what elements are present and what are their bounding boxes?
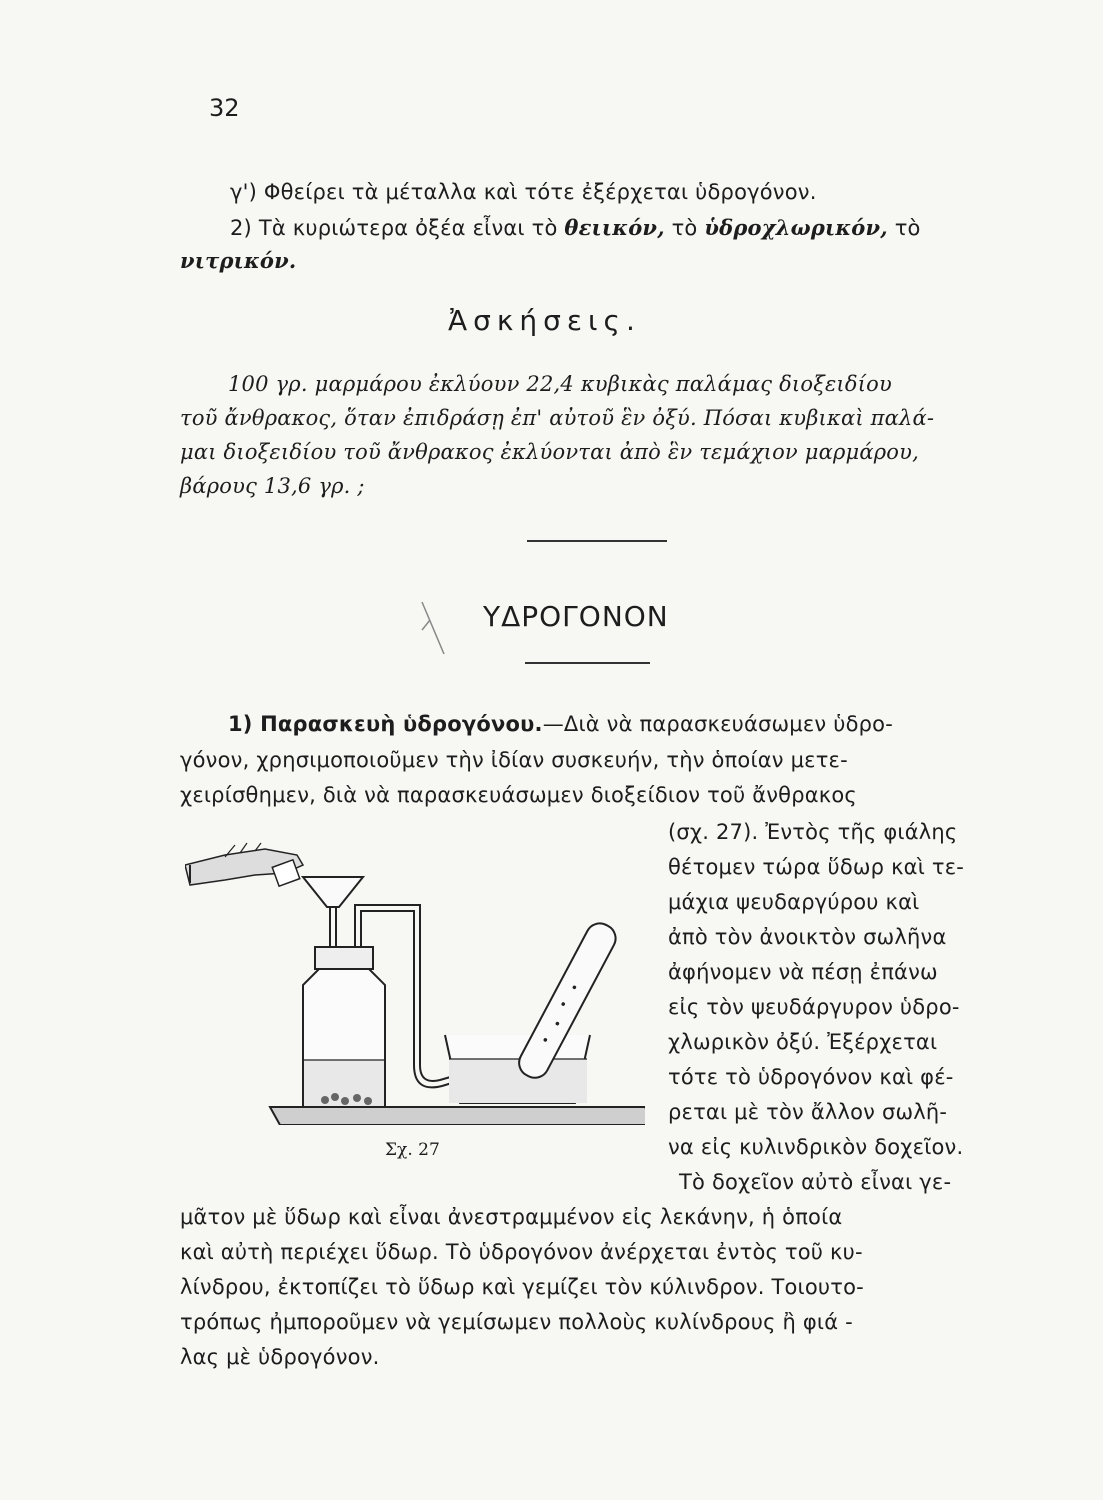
side-line-9: ρεται μὲ τὸν ἄλλον σωλῆ- [668,1100,948,1124]
exercises-heading: Ἀσκήσεις. [448,304,641,337]
section-title: ΥΔΡΟΓΟΝΟΝ [483,600,669,633]
side-line-10: να εἰς κυλινδρικὸν δοχεῖον. [668,1135,964,1159]
side-line-2: θέτομεν τώρα ὕδωρ καὶ τε- [668,855,965,879]
bottom-line-3: λίνδρου, ἐκτοπίζει τὸ ὕδωρ καὶ γεμίζει τὸν κύλινδρον. Τοιουτο- [180,1275,864,1299]
bottle-icon [303,947,385,1107]
side-line-6: εἰς τὸν ψευδάργυρον ὑδρο- [668,995,960,1019]
trough-icon [445,1035,590,1103]
apparatus-illustration [185,835,645,1125]
exercise-line-1: 100 γρ. μαρμάρου ἐκλύουν 22,4 κυβικὰς παλάμας διοξειδίου [228,372,892,396]
side-line-5: ἀφήνομεν νὰ πέσῃ ἐπάνω [668,960,938,984]
page-number: 32 [209,94,240,122]
body-line-1: 1) Παρασκευὴ ὑδρογόνου.—Διὰ νὰ παρασκευάσωμεν ὑδρο- [228,712,893,736]
base-plate [270,1107,645,1125]
bottom-line-5: λας μὲ ὑδρογόνον. [180,1345,380,1369]
intro-line-1: γ') Φθείρει τὰ μέταλλα καὶ τότε ἐξέρχεται ὑδρογόνον. [230,180,817,204]
figure-caption: Σχ. 27 [385,1140,440,1160]
body-line-3: χειρίσθημεν, διὰ νὰ παρασκευάσωμεν διοξείδιον τοῦ ἄνθρακος [180,783,857,807]
side-line-7: χλωρικὸν ὀξύ. Ἐξέρχεται [668,1030,938,1054]
side-line-1: (σχ. 27). Ἐντὸς τῆς φιάλης [668,820,958,844]
acid-hydrochloric: ὑδροχλωρικόν, [704,215,888,240]
bottom-line-4: τρόπως ἠμποροῦμεν νὰ γεμίσωμεν πολλοὺς κυλίνδρους ἢ φιά - [180,1310,853,1334]
side-line-8: τότε τὸ ὑδρογόνον καὶ φέ- [668,1065,954,1089]
exercise-line-3: μαι διοξειδίου τοῦ ἄνθρακος ἐκλύονται ἀπὸ ἓν τεμάχιον μαρμάρου, [180,440,919,464]
exercise-line-4: βάρους 13,6 γρ. ; [180,474,365,498]
acid-sulfuric: θειικόν, [564,215,665,240]
bottom-line-2: καὶ αὐτὴ περιέχει ὕδωρ. Τὸ ὑδρογόνον ἀνέρχεται ἐντὸς τοῦ κυ- [180,1240,863,1264]
paragraph-heading: 1) Παρασκευὴ ὑδρογόνου. [228,712,543,736]
body-line-2: γόνον, χρησιμοποιοῦμεν τὴν ἰδίαν συσκευήν, τὴν ὁποίαν μετε- [180,748,848,772]
divider-rule-2 [525,662,650,664]
intro-line-3: νιτρικόν. [180,248,297,273]
side-line-11: Τὸ δοχεῖον αὐτὸ εἶναι γε- [679,1170,952,1194]
exercise-line-2: τοῦ ἄνθρακος, ὅταν ἐπιδράσῃ ἐπ' αὐτοῦ ἓν ὀξύ. Πόσαι κυβικαὶ παλά- [180,406,935,430]
hand-icon [185,843,303,886]
pencil-mark-icon [418,600,448,656]
side-line-4: ἀπὸ τὸν ἀνοικτὸν σωλῆνα [668,925,947,949]
bottom-line-1: μᾶτον μὲ ὕδωρ καὶ εἶναι ἀνεστραμμένον εἰς λεκάνην, ἡ ὁποία [180,1205,843,1229]
divider-rule-1 [527,540,667,542]
side-line-3: μάχια ψευδαργύρου καὶ [668,890,920,914]
intro-line-2: 2) Τὰ κυριώτερα ὀξέα εἶναι τὸ θειικόν, τὸ ὑδροχλωρικόν, τὸ [230,215,921,240]
